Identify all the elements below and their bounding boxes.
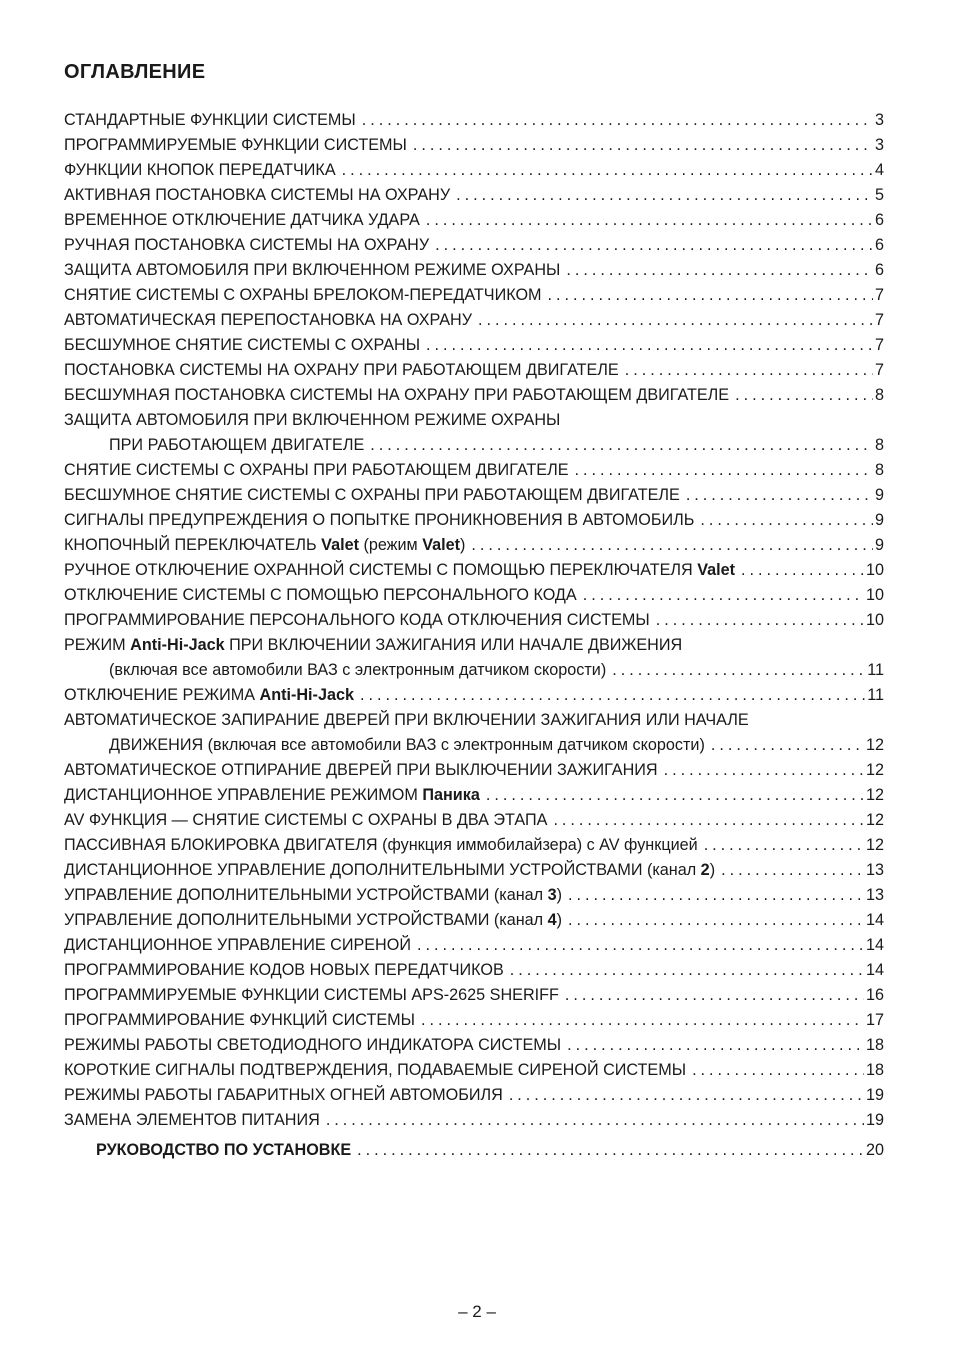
toc-entry-label: ПРОГРАММИРУЕМЫЕ ФУНКЦИИ СИСТЕМЫ APS-2625 SHERIFF [64,986,559,1004]
dot-leader [612,658,865,683]
toc-entry-page: 9 [874,536,884,554]
toc-entry[interactable] [64,933,884,958]
toc-entry[interactable] [64,958,884,983]
dot-leader [625,358,873,383]
toc-entry-label: ВРЕМЕННОЕ ОТКЛЮЧЕНИЕ ДАТЧИКА УДАРА [64,211,420,229]
toc-entry-page: 8 [874,461,884,479]
dot-leader [456,183,873,208]
toc-entry-page: 12 [865,761,884,779]
toc-entry-label: ПОСТАНОВКА СИСТЕМЫ НА ОХРАНУ ПРИ РАБОТАЮЩЕМ ДВИГАТЕЛЕ [64,361,619,379]
toc-entry-page: 8 [874,386,884,404]
dot-leader [548,283,873,308]
toc-entry-label: РУКОВОДСТВО ПО УСТАНОВКЕ [96,1141,352,1159]
toc-entry-label: ПРОГРАММИРОВАНИЕ ФУНКЦИЙ СИСТЕМЫ [64,1011,415,1029]
toc-entry-page: 16 [865,986,884,1004]
toc-entry[interactable] [64,383,884,408]
toc-entry-page: 11 [867,686,884,704]
dot-leader [342,158,873,183]
dot-leader [721,858,864,883]
toc-entry-page: 7 [874,361,884,379]
toc-entry-label: ПАССИВНАЯ БЛОКИРОВКА ДВИГАТЕЛЯ (функция иммобилайзера) с AV функцией [64,836,698,854]
toc-entry-label: ОТКЛЮЧЕНИЕ РЕЖИМА Anti-Hi-Jack [64,686,354,704]
dot-leader [568,908,864,933]
toc-entry-label: СИГНАЛЫ ПРЕДУПРЕЖДЕНИЯ О ПОПЫТКЕ ПРОНИКНОВЕНИЯ В АВТОМОБИЛЬ [64,511,695,529]
toc-entry[interactable] [64,708,884,733]
toc-entry-page: 12 [865,836,884,854]
toc-entry-page: 4 [874,161,884,179]
toc-entry-label: УПРАВЛЕНИЕ ДОПОЛНИТЕЛЬНЫМИ УСТРОЙСТВАМИ (канал 3) [64,886,563,904]
toc-entry[interactable] [64,658,884,683]
toc-entry-page: 7 [874,311,884,329]
toc-entry-page: 3 [874,111,884,129]
toc-entry[interactable] [64,1058,884,1083]
dot-leader [686,483,873,508]
page-number: – 2 – [458,1302,496,1321]
toc-entry[interactable] [64,833,884,858]
toc-entry[interactable] [64,583,884,608]
toc-entry-label: УПРАВЛЕНИЕ ДОПОЛНИТЕЛЬНЫМИ УСТРОЙСТВАМИ (канал 4) [64,911,563,929]
dot-leader [471,533,873,558]
toc-entry-label: БЕСШУМНОЕ СНЯТИЕ СИСТЕМЫ С ОХРАНЫ [64,336,421,354]
toc-entry-label: ДИСТАНЦИОННОЕ УПРАВЛЕНИЕ РЕЖИМОМ Паника [64,786,480,804]
dot-leader [417,933,864,958]
toc-entry-page: 13 [865,861,884,879]
dot-leader [656,608,864,633]
dot-leader [664,758,864,783]
toc-entry-label: РУЧНОЕ ОТКЛЮЧЕНИЕ ОХРАННОЙ СИСТЕМЫ С ПОМОЩЬЮ ПЕРЕКЛЮЧАТЕЛЯ Valet [64,561,736,579]
toc-entry-page: 14 [865,936,884,954]
toc-entry-label: ЗАМЕНА ЭЛЕМЕНТОВ ПИТАНИЯ [64,1111,320,1129]
toc-entry[interactable] [64,233,884,258]
dot-leader [478,308,873,333]
toc-entry-installation-guide[interactable] [64,1138,884,1163]
dot-leader [568,883,864,908]
dot-leader [711,733,864,758]
table-of-contents [64,108,884,1163]
toc-entry[interactable] [64,558,884,583]
toc-entry-label: ПРИ РАБОТАЮЩЕМ ДВИГАТЕЛЕ [109,436,365,454]
dot-leader [426,333,873,358]
toc-entry-label: ПРОГРАММИРОВАНИЕ КОДОВ НОВЫХ ПЕРЕДАТЧИКОВ [64,961,504,979]
dot-leader [360,683,865,708]
toc-entry-page: 10 [865,586,884,604]
toc-entry-page: 19 [865,1086,884,1104]
toc-entry[interactable] [64,858,884,883]
toc-entry-label: ДВИЖЕНИЯ (включая все автомобили ВАЗ с электронным датчиком скорости) [109,736,705,754]
toc-entry-page: 14 [865,911,884,929]
toc-entry-label: АВТОМАТИЧЕСКОЕ ОТПИРАНИЕ ДВЕРЕЙ ПРИ ВЫКЛЮЧЕНИИ ЗАЖИГАНИЯ [64,761,658,779]
toc-entry[interactable] [64,533,884,558]
toc-entry-label: РЕЖИМЫ РАБОТЫ ГАБАРИТНЫХ ОГНЕЙ АВТОМОБИЛЯ [64,1086,503,1104]
toc-entry[interactable] [64,308,884,333]
toc-entry-label: ФУНКЦИИ КНОПОК ПЕРЕДАТЧИКА [64,161,336,179]
toc-entry-page: 19 [865,1111,884,1129]
dot-leader [735,383,873,408]
dot-leader [413,133,873,158]
toc-entry[interactable] [64,733,884,758]
dot-leader [575,458,873,483]
toc-entry[interactable] [64,983,884,1008]
toc-entry-label: ЗАЩИТА АВТОМОБИЛЯ ПРИ ВКЛЮЧЕННОМ РЕЖИМЕ ОХРАНЫ [64,261,561,279]
dot-leader [741,558,864,583]
dot-leader [357,1138,864,1163]
toc-entry[interactable] [64,808,884,833]
toc-entry-label: РЕЖИМЫ РАБОТЫ СВЕТОДИОДНОГО ИНДИКАТОРА СИСТЕМЫ [64,1036,562,1054]
toc-entry[interactable] [64,258,884,283]
toc-entry-page: 8 [874,436,884,454]
toc-entry-label: СНЯТИЕ СИСТЕМЫ С ОХРАНЫ БРЕЛОКОМ-ПЕРЕДАТЧИКОМ [64,286,542,304]
toc-entry-label: РЕЖИМ Anti-Hi-Jack ПРИ ВКЛЮЧЕНИИ ЗАЖИГАНИЯ ИЛИ НАЧАЛЕ ДВИЖЕНИЯ [64,636,683,654]
toc-entry[interactable] [64,208,884,233]
toc-entry-page: 14 [865,961,884,979]
dot-leader [700,508,873,533]
dot-leader [567,1033,864,1058]
toc-entry-label: АВТОМАТИЧЕСКОЕ ЗАПИРАНИЕ ДВЕРЕЙ ПРИ ВКЛЮЧЕНИИ ЗАЖИГАНИЯ ИЛИ НАЧАЛЕ [64,711,749,729]
toc-entry-page: 10 [865,611,884,629]
toc-entry-label: (включая все автомобили ВАЗ с электронным датчиком скорости) [109,661,607,679]
dot-leader [509,1083,864,1108]
toc-entry-label: БЕСШУМНАЯ ПОСТАНОВКА СИСТЕМЫ НА ОХРАНУ ПРИ РАБОТАЮЩЕМ ДВИГАТЕЛЕ [64,386,730,404]
dot-leader [326,1108,864,1133]
toc-entry-label: КНОПОЧНЫЙ ПЕРЕКЛЮЧАТЕЛЬ Valet (режим Valet) [64,536,466,554]
toc-entry-page: 12 [865,786,884,804]
dot-leader [435,233,873,258]
dot-leader [421,1008,864,1033]
toc-entry-page: 20 [865,1141,884,1159]
toc-entry[interactable] [64,1008,884,1033]
toc-entry-label: AV ФУНКЦИЯ — СНЯТИЕ СИСТЕМЫ С ОХРАНЫ В ДВА ЭТАПА [64,811,548,829]
toc-entry-page: 18 [865,1036,884,1054]
toc-entry-page: 6 [874,261,884,279]
toc-entry[interactable] [64,108,884,133]
toc-entry[interactable] [64,1083,884,1108]
toc-entry-page: 9 [874,511,884,529]
toc-entry-label: СНЯТИЕ СИСТЕМЫ С ОХРАНЫ ПРИ РАБОТАЮЩЕМ ДВИГАТЕЛЕ [64,461,569,479]
toc-entry-page: 5 [874,186,884,204]
toc-entry-label: СТАНДАРТНЫЕ ФУНКЦИИ СИСТЕМЫ [64,111,356,129]
dot-leader [692,1058,864,1083]
toc-entry-page: 6 [874,211,884,229]
toc-entry-label: КОРОТКИЕ СИГНАЛЫ ПОДТВЕРЖДЕНИЯ, ПОДАВАЕМЫЕ СИРЕНОЙ СИСТЕМЫ [64,1061,687,1079]
dot-leader [704,833,864,858]
toc-entry-label: РУЧНАЯ ПОСТАНОВКА СИСТЕМЫ НА ОХРАНУ [64,236,430,254]
toc-entry[interactable] [64,183,884,208]
toc-entry[interactable] [64,158,884,183]
toc-entry-page: 12 [865,736,884,754]
toc-entry-label: БЕСШУМНОЕ СНЯТИЕ СИСТЕМЫ С ОХРАНЫ ПРИ РАБОТАЮЩЕМ ДВИГАТЕЛЕ [64,486,680,504]
toc-entry[interactable] [64,133,884,158]
toc-entry-page: 7 [874,286,884,304]
toc-entry-label: ДИСТАНЦИОННОЕ УПРАВЛЕНИЕ ДОПОЛНИТЕЛЬНЫМИ УСТРОЙСТВАМИ (канал 2) [64,861,716,879]
toc-entry-label: ДИСТАНЦИОННОЕ УПРАВЛЕНИЕ СИРЕНОЙ [64,936,411,954]
toc-entry-label: АКТИВНАЯ ПОСТАНОВКА СИСТЕМЫ НА ОХРАНУ [64,186,451,204]
toc-entry[interactable] [64,458,884,483]
toc-entry-page: 7 [874,336,884,354]
dot-leader [362,108,873,133]
toc-entry-page: 17 [865,1011,884,1029]
dot-leader [566,258,873,283]
dot-leader [553,808,864,833]
dot-leader [486,783,864,808]
toc-entry-label: АВТОМАТИЧЕСКАЯ ПЕРЕПОСТАНОВКА НА ОХРАНУ [64,311,472,329]
toc-entry-page: 11 [867,661,884,679]
dot-leader [426,208,873,233]
toc-entry-label: ПРОГРАММИРУЕМЫЕ ФУНКЦИИ СИСТЕМЫ [64,136,407,154]
toc-entry-page: 13 [865,886,884,904]
toc-entry-page: 6 [874,236,884,254]
toc-entry[interactable] [64,508,884,533]
toc-entry-label: ПРОГРАММИРОВАНИЕ ПЕРСОНАЛЬНОГО КОДА ОТКЛЮЧЕНИЯ СИСТЕМЫ [64,611,650,629]
toc-entry-page: 18 [865,1061,884,1079]
dot-leader [370,433,873,458]
toc-entry[interactable] [64,1033,884,1058]
toc-entry[interactable] [64,783,884,808]
toc-entry[interactable] [64,283,884,308]
toc-entry-page: 12 [865,811,884,829]
toc-entry[interactable] [64,758,884,783]
toc-entry-page: 3 [874,136,884,154]
toc-entry-page: 10 [865,561,884,579]
toc-entry[interactable] [64,358,884,383]
dot-leader [510,958,864,983]
toc-entry[interactable] [64,683,884,708]
toc-entry[interactable] [64,483,884,508]
toc-entry[interactable] [64,408,884,433]
toc-entry[interactable] [64,633,884,658]
toc-entry[interactable] [64,908,884,933]
toc-entry[interactable] [64,608,884,633]
dot-leader [565,983,864,1008]
toc-title: ОГЛАВЛЕНИЕ [64,61,206,83]
toc-entry[interactable] [64,883,884,908]
toc-entry-label: ЗАЩИТА АВТОМОБИЛЯ ПРИ ВКЛЮЧЕННОМ РЕЖИМЕ ОХРАНЫ [64,411,561,429]
toc-entry[interactable] [64,433,884,458]
toc-entry[interactable] [64,333,884,358]
toc-entry-label: ОТКЛЮЧЕНИЕ СИСТЕМЫ С ПОМОЩЬЮ ПЕРСОНАЛЬНОГО КОДА [64,586,577,604]
toc-entry-page: 9 [874,486,884,504]
toc-entry[interactable] [64,1108,884,1133]
dot-leader [583,583,864,608]
